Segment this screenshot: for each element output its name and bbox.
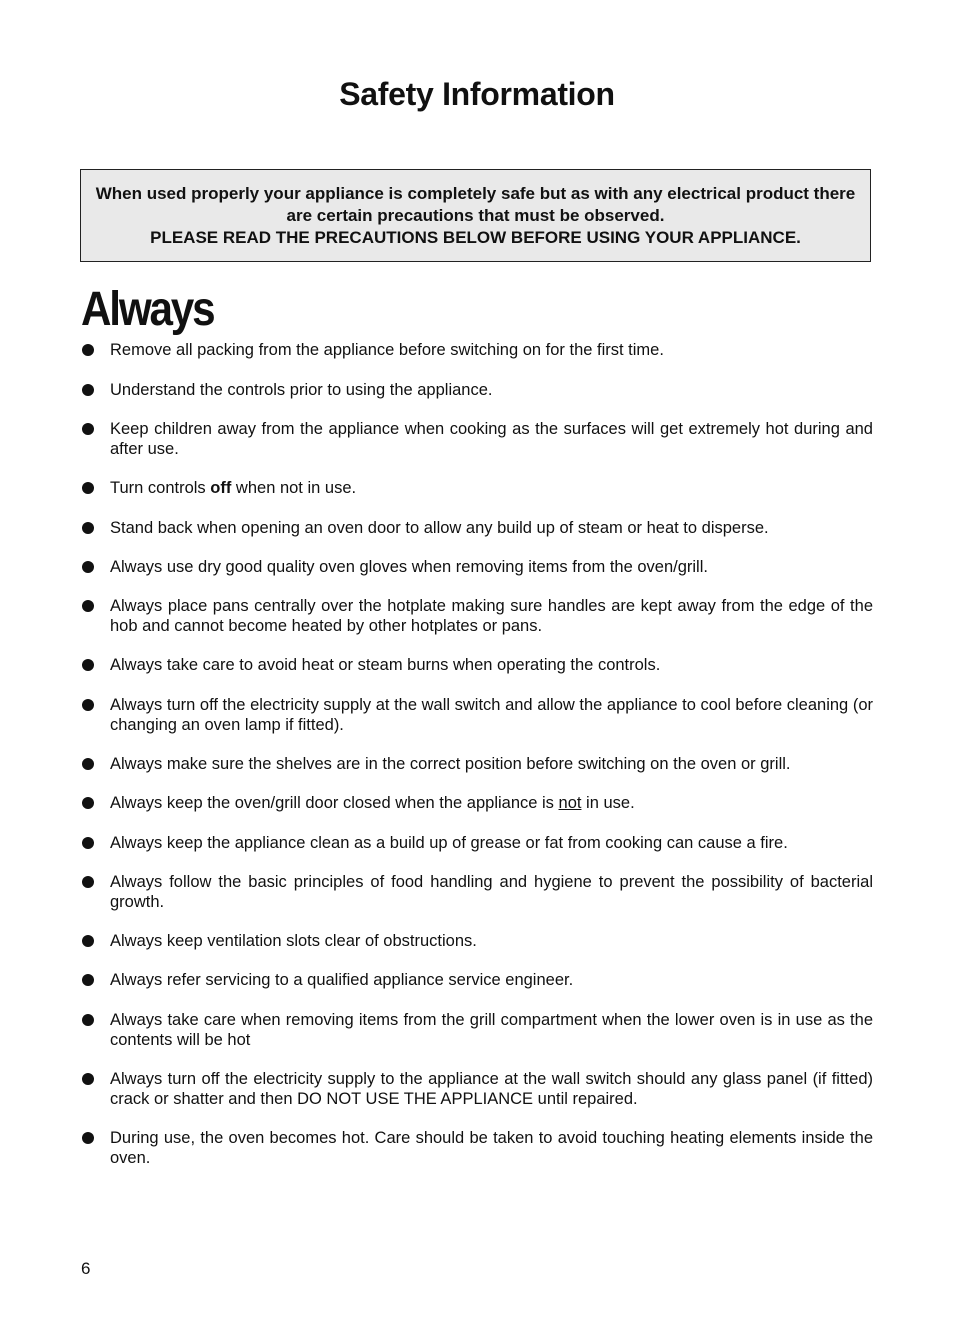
list-item	[80, 478, 873, 498]
list-item	[80, 340, 873, 360]
list-item	[80, 970, 873, 990]
bullet-icon	[82, 344, 94, 356]
bullet-icon	[82, 482, 94, 494]
rule-text: During use, the oven becomes hot. Care should be taken to avoid touching heating elements inside the oven.	[110, 1129, 873, 1167]
rule-text: Always take care to avoid heat or steam burns when operating the controls.	[110, 656, 661, 674]
list-item	[80, 754, 873, 774]
list-item	[80, 1128, 873, 1168]
bullet-icon	[82, 699, 94, 711]
bullet-icon	[82, 522, 94, 534]
list-item	[80, 793, 873, 813]
bullet-icon	[82, 974, 94, 986]
rule-text: Keep children away from the appliance when cooking as the surfaces will get extremely hot during and after use.	[110, 420, 873, 458]
list-item	[80, 1069, 873, 1109]
rule-text: Always keep the appliance clean as a build up of grease or fat from cooking can cause a fire.	[110, 834, 788, 852]
list-item	[80, 1010, 873, 1050]
bullet-icon	[82, 423, 94, 435]
bullet-icon	[82, 1073, 94, 1085]
bullet-icon	[82, 758, 94, 770]
bullet-icon	[82, 600, 94, 612]
rule-text-post: in use.	[581, 794, 635, 812]
rule-text: Stand back when opening an oven door to allow any build up of steam or heat to disperse.	[110, 519, 769, 537]
bullet-icon	[82, 797, 94, 809]
notice-line-2: PLEASE READ THE PRECAUTIONS BELOW BEFORE USING YOUR APPLIANCE.	[150, 227, 801, 247]
rule-text	[110, 478, 873, 498]
rule-text: Remove all packing from the appliance before switching on for the first time.	[110, 341, 664, 359]
list-item	[80, 872, 873, 912]
rule-text: Always place pans centrally over the hotplate making sure handles are kept away from the edge of the hob and cannot become heated by other hotplates or pans.	[110, 597, 873, 635]
bullet-icon	[82, 384, 94, 396]
notice-line-1: When used properly your appliance is completely safe but as with any electrical product there are certain precautions that must be observed.	[95, 183, 856, 225]
bullet-icon	[82, 876, 94, 888]
rule-text-pre: Always keep the oven/grill door closed when the appliance is	[110, 794, 559, 812]
list-item	[80, 380, 873, 400]
rule-text: Understand the controls prior to using the appliance.	[110, 381, 493, 399]
list-item	[80, 655, 873, 675]
rule-text	[110, 793, 873, 813]
bullet-icon	[82, 561, 94, 573]
rule-text-post: when not in use.	[231, 479, 357, 497]
page-number: 6	[81, 1259, 91, 1278]
bullet-icon	[82, 935, 94, 947]
rule-text-bold: off	[210, 479, 232, 497]
rule-text-pre: Turn controls	[110, 479, 211, 497]
list-item	[80, 557, 873, 577]
rule-text: Always turn off the electricity supply at the wall switch and allow the appliance to cool before cleaning (or changing an oven lamp if fitted).	[110, 696, 873, 734]
rule-text: Always make sure the shelves are in the correct position before switching on the oven or grill.	[110, 755, 791, 773]
page-title: Safety Information	[339, 76, 615, 112]
bullet-icon	[82, 659, 94, 671]
section-heading-always: Always	[81, 283, 214, 336]
list-item	[80, 695, 873, 735]
bullet-icon	[82, 837, 94, 849]
rule-text: Always turn off the electricity supply to the appliance at the wall switch should any glass panel (if fitted) crack or shatter and then DO NOT USE THE APPLIANCE until repaired.	[110, 1070, 873, 1108]
safety-notice-box	[80, 169, 871, 262]
rule-text: Always keep ventilation slots clear of obstructions.	[110, 932, 477, 950]
rule-text: Always follow the basic principles of food handling and hygiene to prevent the possibility of bacterial growth.	[110, 873, 873, 911]
bullet-icon	[82, 1014, 94, 1026]
list-item	[80, 931, 873, 951]
list-item	[80, 518, 873, 538]
rule-text: Always refer servicing to a qualified appliance service engineer.	[110, 971, 574, 989]
bullet-icon	[82, 1132, 94, 1144]
rule-text-underline: not	[558, 794, 582, 812]
list-item	[80, 419, 873, 459]
list-item	[80, 833, 873, 853]
rule-text: Always use dry good quality oven gloves when removing items from the oven/grill.	[110, 558, 708, 576]
list-item	[80, 596, 873, 636]
rule-text: Always take care when removing items from the grill compartment when the lower oven is in use as the contents will be hot	[110, 1011, 873, 1049]
